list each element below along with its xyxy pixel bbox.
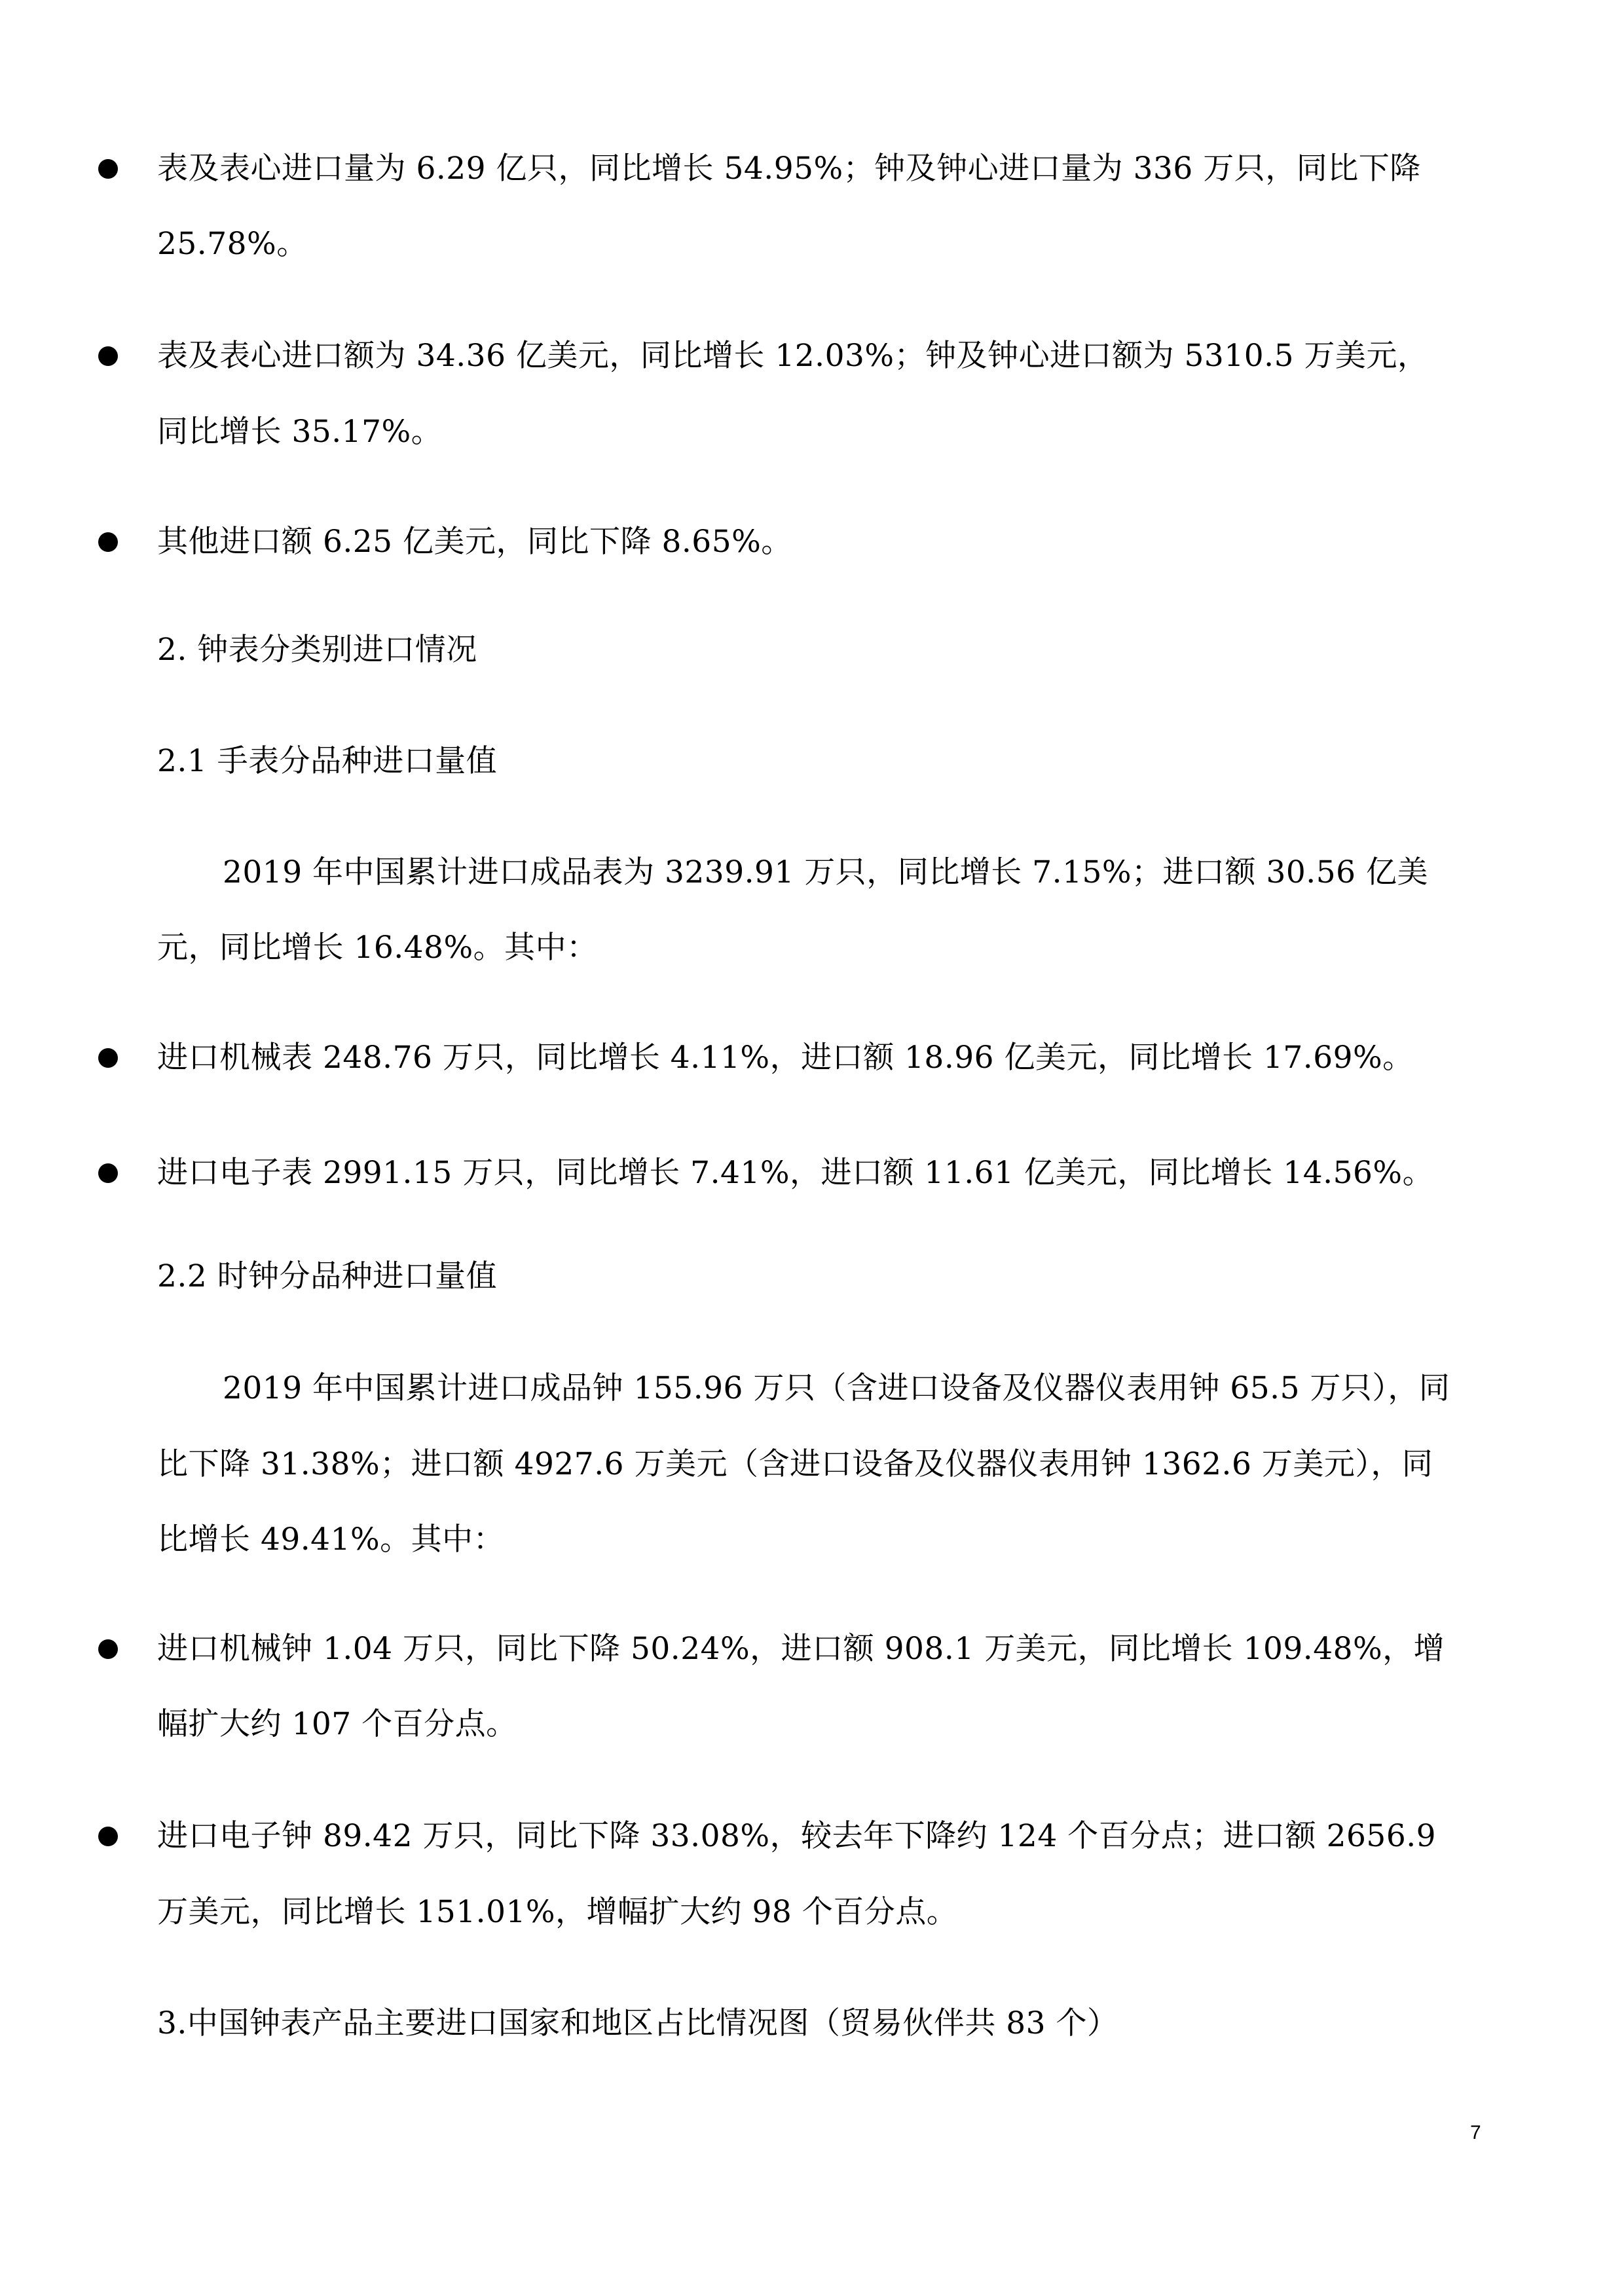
bullet-6-line-2: 幅扩大约 107 个百分点。 bbox=[157, 1706, 517, 1742]
bullet-4-line-1: 进口机械表 248.76 万只，同比增长 4.11%，进口额 18.96 亿美元，同比增长 17.69%。 bbox=[157, 1040, 1414, 1076]
section-heading-2-1: 2.1 手表分品种进口量值 bbox=[157, 743, 498, 779]
bullet-icon bbox=[98, 1163, 118, 1183]
bullet-6-line-1: 进口机械钟 1.04 万只，同比下降 50.24%，进口额 908.1 万美元，同比增长 109.48%，增 bbox=[157, 1631, 1445, 1667]
paragraph-1-line-2: 元，同比增长 16.48%。其中： bbox=[157, 930, 598, 966]
page-number: 7 bbox=[1470, 2122, 1481, 2143]
bullet-5-line-1: 进口电子表 2991.15 万只，同比增长 7.41%，进口额 11.61 亿美元，同比增长 14.56%。 bbox=[157, 1155, 1434, 1191]
section-heading-2-2: 2.2 时钟分品种进口量值 bbox=[157, 1258, 498, 1294]
bullet-7-line-1: 进口电子钟 89.42 万只，同比下降 33.08%，较去年下降约 124 个百分点；进口额 2656.9 bbox=[157, 1818, 1437, 1854]
paragraph-2-line-2: 比下降 31.38%；进口额 4927.6 万美元（含进口设备及仪器仪表用钟 1362.6 万美元），同 bbox=[157, 1446, 1433, 1482]
bullet-1-line-1: 表及表心进口量为 6.29 亿只，同比增长 54.95%；钟及钟心进口量为 336 万只，同比下降 bbox=[157, 151, 1421, 187]
bullet-icon bbox=[98, 1048, 118, 1068]
bullet-2-line-2: 同比增长 35.17%。 bbox=[157, 414, 443, 450]
bullet-2-line-1: 表及表心进口额为 34.36 亿美元，同比增长 12.03%；钟及钟心进口额为 5310.5 万美元， bbox=[157, 338, 1429, 374]
bullet-icon bbox=[98, 159, 118, 179]
bullet-icon bbox=[98, 532, 118, 552]
paragraph-2-line-1: 2019 年中国累计进口成品钟 155.96 万只（含进口设备及仪器仪表用钟 65.5 万只），同 bbox=[223, 1370, 1450, 1406]
bullet-icon bbox=[98, 1827, 118, 1846]
bullet-3-line-1: 其他进口额 6.25 亿美元，同比下降 8.65%。 bbox=[157, 524, 792, 560]
section-heading-3: 3.中国钟表产品主要进口国家和地区占比情况图（贸易伙伴共 83 个） bbox=[157, 2005, 1118, 2041]
bullet-1-line-2: 25.78%。 bbox=[157, 226, 308, 262]
bullet-icon bbox=[98, 1639, 118, 1659]
paragraph-1-line-1: 2019 年中国累计进口成品表为 3239.91 万只，同比增长 7.15%；进口额 30.56 亿美 bbox=[223, 854, 1428, 890]
bullet-icon bbox=[98, 346, 118, 366]
bullet-7-line-2: 万美元，同比增长 151.01%，增幅扩大约 98 个百分点。 bbox=[157, 1894, 958, 1930]
paragraph-2-line-3: 比增长 49.41%。其中： bbox=[157, 1522, 505, 1558]
section-heading-2: 2. 钟表分类别进口情况 bbox=[157, 632, 477, 668]
